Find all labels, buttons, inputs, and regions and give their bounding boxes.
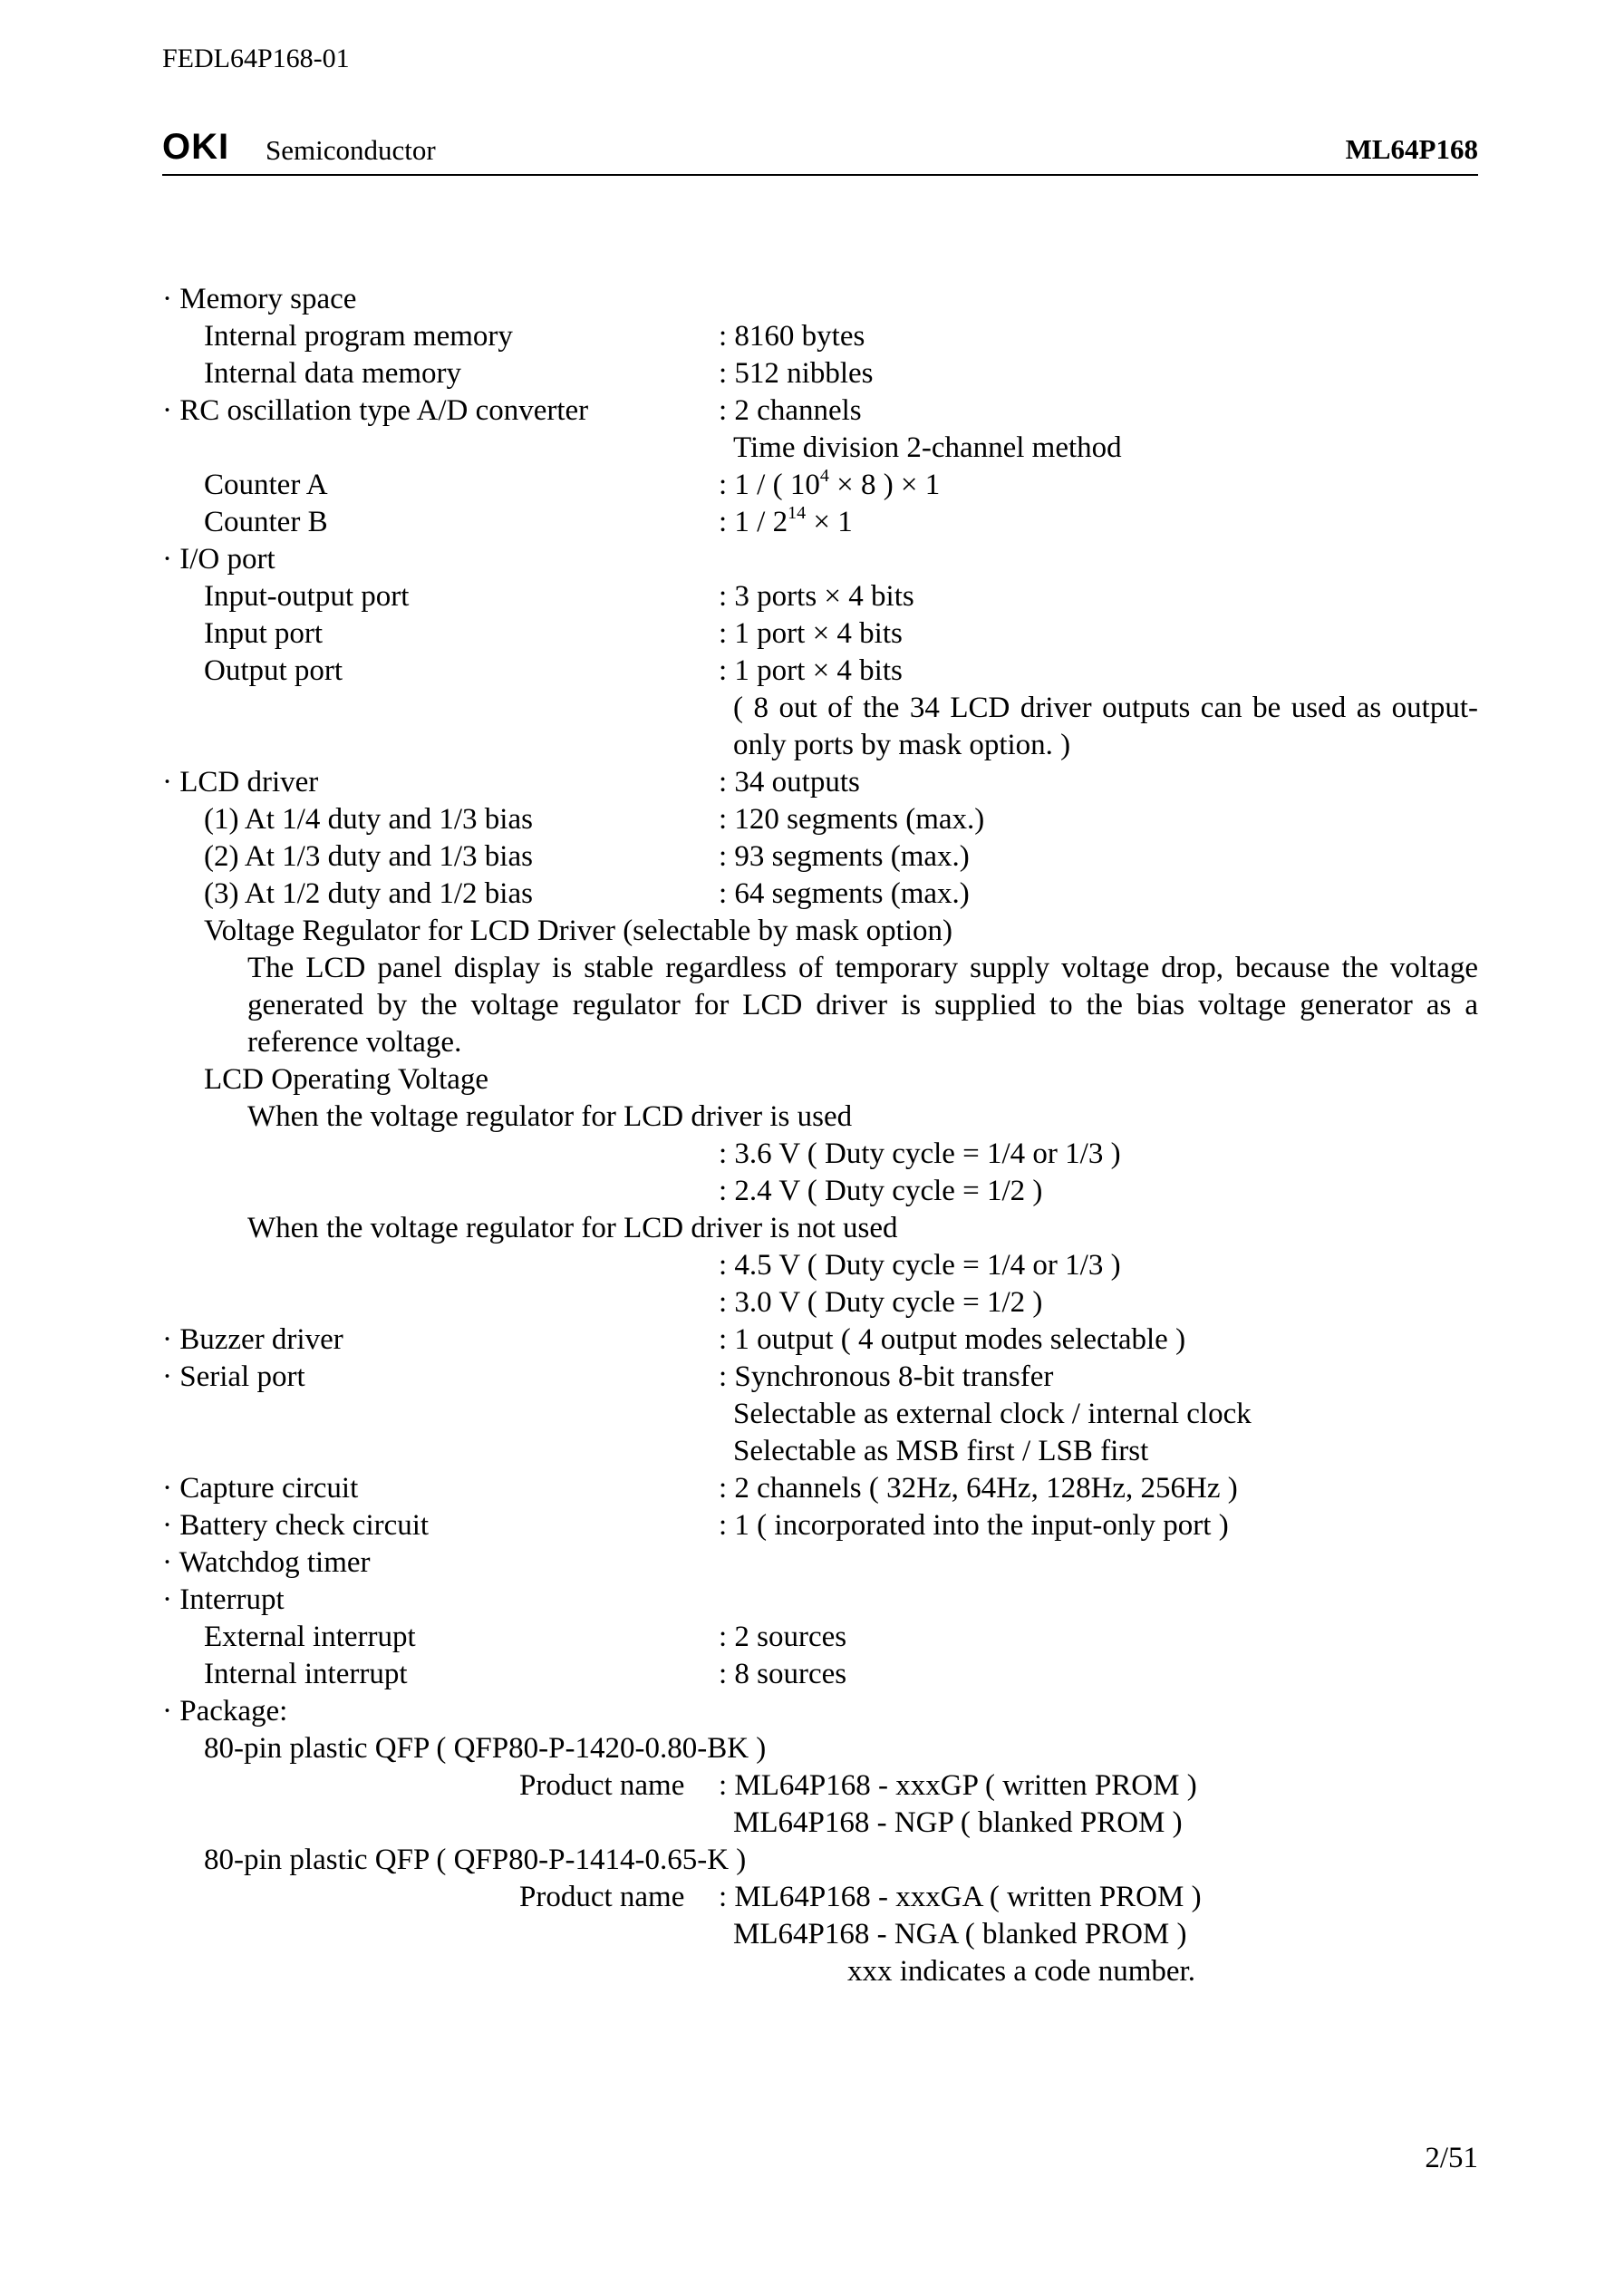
package-heading	[162, 1693, 1478, 1730]
spec-value: : 3.6 V ( Duty cycle = 1/4 or 1/3 )	[719, 1137, 1121, 1170]
code-number-note-row	[162, 1953, 1478, 1990]
spec-value: : 8 sources	[719, 1658, 847, 1690]
spec-value: : 93 segments (max.)	[719, 840, 970, 873]
adc-method-row	[162, 430, 1478, 467]
spec-value: Selectable as MSB first / LSB first	[733, 1435, 1149, 1467]
section-title: · I/O port	[162, 543, 276, 576]
spec-value: Selectable as external clock / internal clock	[733, 1398, 1252, 1430]
spec-value: : 2 channels ( 32Hz, 64Hz, 128Hz, 256Hz )	[719, 1472, 1238, 1505]
counter-b-formula	[719, 504, 853, 541]
spec-value: : 3.0 V ( Duty cycle = 1/2 )	[719, 1286, 1043, 1319]
program-memory-row	[162, 318, 1478, 355]
spec-label: Internal interrupt	[204, 1658, 408, 1690]
external-interrupt-row	[162, 1619, 1478, 1656]
io-port-heading	[162, 541, 1478, 578]
company-subtitle: Semiconductor	[266, 134, 436, 166]
subsection-title: Voltage Regulator for LCD Driver (selectable by mask option)	[204, 915, 952, 947]
spec-value: : 1 port × 4 bits	[719, 654, 903, 687]
lcd-voltage-heading-row	[162, 1061, 1478, 1099]
package-1-product-row	[162, 1767, 1478, 1805]
serial-bit-order-row	[162, 1433, 1478, 1470]
spec-value: Time division 2-channel method	[733, 431, 1122, 464]
spec-value: : Synchronous 8-bit transfer	[719, 1360, 1054, 1393]
spec-value: : 8160 bytes	[719, 320, 865, 353]
package-1-blank-row	[162, 1805, 1478, 1842]
spec-label: Internal data memory	[204, 357, 462, 390]
spec-value: : 1 output ( 4 output modes selectable )	[719, 1323, 1186, 1356]
spec-value: : ML64P168 - xxxGA ( written PROM )	[719, 1881, 1202, 1913]
spec-label: Input-output port	[204, 580, 410, 613]
spec-value: : 1 port × 4 bits	[719, 617, 903, 650]
lcd-duty-row-2	[162, 838, 1478, 876]
spec-value: : ML64P168 - xxxGP ( written PROM )	[719, 1769, 1197, 1802]
regulator-notused-v2-row	[162, 1284, 1478, 1321]
section-title: · LCD driver	[162, 766, 319, 799]
regulator-notused-row	[162, 1210, 1478, 1247]
spec-label: External interrupt	[204, 1621, 416, 1653]
counter-a-row	[162, 467, 1478, 504]
spec-value: ML64P168 - NGA ( blanked PROM )	[733, 1918, 1187, 1950]
spec-value: : 2 channels	[719, 394, 862, 427]
input-port-row	[162, 615, 1478, 653]
section-title: · Memory space	[162, 283, 357, 315]
spec-label: When the voltage regulator for LCD driver is not used	[247, 1212, 898, 1244]
serial-port-row	[162, 1359, 1478, 1396]
lcd-duty-row-1	[162, 801, 1478, 838]
package-2-product-row	[162, 1879, 1478, 1916]
spec-label: (3) At 1/2 duty and 1/2 bias	[204, 877, 533, 910]
section-title: · Capture circuit	[162, 1472, 359, 1505]
spec-value: ML64P168 - NGP ( blanked PROM )	[733, 1806, 1183, 1839]
spec-value: : 120 segments (max.)	[719, 803, 985, 836]
section-title: · RC oscillation type A/D converter	[162, 394, 589, 427]
page-header	[162, 127, 1478, 176]
spec-value: : 512 nibbles	[719, 357, 874, 390]
page-number: 2/51	[1425, 2142, 1478, 2174]
adc-row	[162, 392, 1478, 430]
inout-port-row	[162, 578, 1478, 615]
section-title: · Battery check circuit	[162, 1509, 430, 1542]
data-memory-row	[162, 355, 1478, 392]
spec-value: : 4.5 V ( Duty cycle = 1/4 or 1/3 )	[719, 1249, 1121, 1282]
product-name-label: Product name	[519, 1769, 685, 1802]
spec-label: Input port	[204, 617, 324, 650]
regulator-used-v1-row	[162, 1136, 1478, 1173]
spec-label: When the voltage regulator for LCD driver is used	[247, 1100, 853, 1133]
section-title: · Watchdog timer	[162, 1546, 371, 1579]
oki-logo: OKI	[162, 127, 230, 167]
subsection-title: LCD Operating Voltage	[204, 1063, 489, 1096]
formula-exponent: 4	[819, 466, 829, 486]
feature-list	[162, 281, 1478, 1990]
package-2-blank-row	[162, 1916, 1478, 1953]
formula-part: × 8 ) × 1	[828, 469, 941, 501]
formula-part: : 1 / ( 10	[719, 469, 820, 501]
package-description: 80-pin plastic QFP ( QFP80-P-1414-0.65-K )	[204, 1844, 747, 1876]
spec-value: : 2 sources	[719, 1621, 847, 1653]
package-1-row	[162, 1730, 1478, 1767]
serial-clock-row	[162, 1396, 1478, 1433]
spec-value: : 3 ports × 4 bits	[719, 580, 914, 613]
section-title: · Buzzer driver	[162, 1323, 343, 1356]
section-title: · Serial port	[162, 1360, 305, 1393]
section-title: · Package:	[162, 1695, 288, 1728]
internal-interrupt-row	[162, 1656, 1478, 1693]
formula-part: × 1	[806, 506, 853, 538]
counter-a-formula	[719, 467, 940, 504]
spec-label: Internal program memory	[204, 320, 513, 353]
output-port-note: ( 8 out of the 34 LCD driver outputs can be used as output-only ports by mask option. )	[733, 692, 1478, 761]
formula-part: : 1 / 2	[719, 506, 788, 538]
buzzer-row	[162, 1321, 1478, 1359]
regulator-notused-v1-row	[162, 1247, 1478, 1284]
part-number: ML64P168	[1345, 133, 1478, 165]
formula-exponent: 14	[788, 503, 807, 523]
spec-value: : 2.4 V ( Duty cycle = 1/2 )	[719, 1175, 1043, 1207]
lcd-driver-row	[162, 764, 1478, 801]
output-port-note-row	[162, 690, 1478, 764]
spec-label: (2) At 1/3 duty and 1/3 bias	[204, 840, 533, 873]
document-id: FEDL64P168-01	[162, 44, 350, 73]
spec-value: : 34 outputs	[719, 766, 860, 799]
section-title: · Interrupt	[162, 1583, 285, 1616]
battery-check-row	[162, 1507, 1478, 1544]
spec-value: : 64 segments (max.)	[719, 877, 970, 910]
package-description: 80-pin plastic QFP ( QFP80-P-1420-0.80-BK )	[204, 1732, 767, 1765]
regulator-heading-row	[162, 913, 1478, 950]
spec-label: Counter B	[204, 506, 328, 538]
capture-row	[162, 1470, 1478, 1507]
output-port-row	[162, 653, 1478, 690]
regulator-used-row	[162, 1099, 1478, 1136]
watchdog-row	[162, 1544, 1478, 1582]
code-number-note: xxx indicates a code number.	[847, 1955, 1195, 1988]
package-2-row	[162, 1842, 1478, 1879]
interrupt-heading	[162, 1582, 1478, 1619]
counter-b-row	[162, 504, 1478, 541]
spec-label: (1) At 1/4 duty and 1/3 bias	[204, 803, 533, 836]
product-name-label: Product name	[519, 1881, 685, 1913]
spec-label: Counter A	[204, 469, 328, 501]
spec-value: : 1 ( incorporated into the input-only port )	[719, 1509, 1229, 1542]
memory-space-heading	[162, 281, 1478, 318]
lcd-duty-row-3	[162, 876, 1478, 913]
regulator-used-v2-row	[162, 1173, 1478, 1210]
spec-label: Output port	[204, 654, 343, 687]
regulator-description: The LCD panel display is stable regardless of temporary supply voltage drop, because the voltage generated by the voltage regulator for LCD driver is supplied to the bias voltage generator as a reference voltage.	[247, 952, 1478, 1059]
